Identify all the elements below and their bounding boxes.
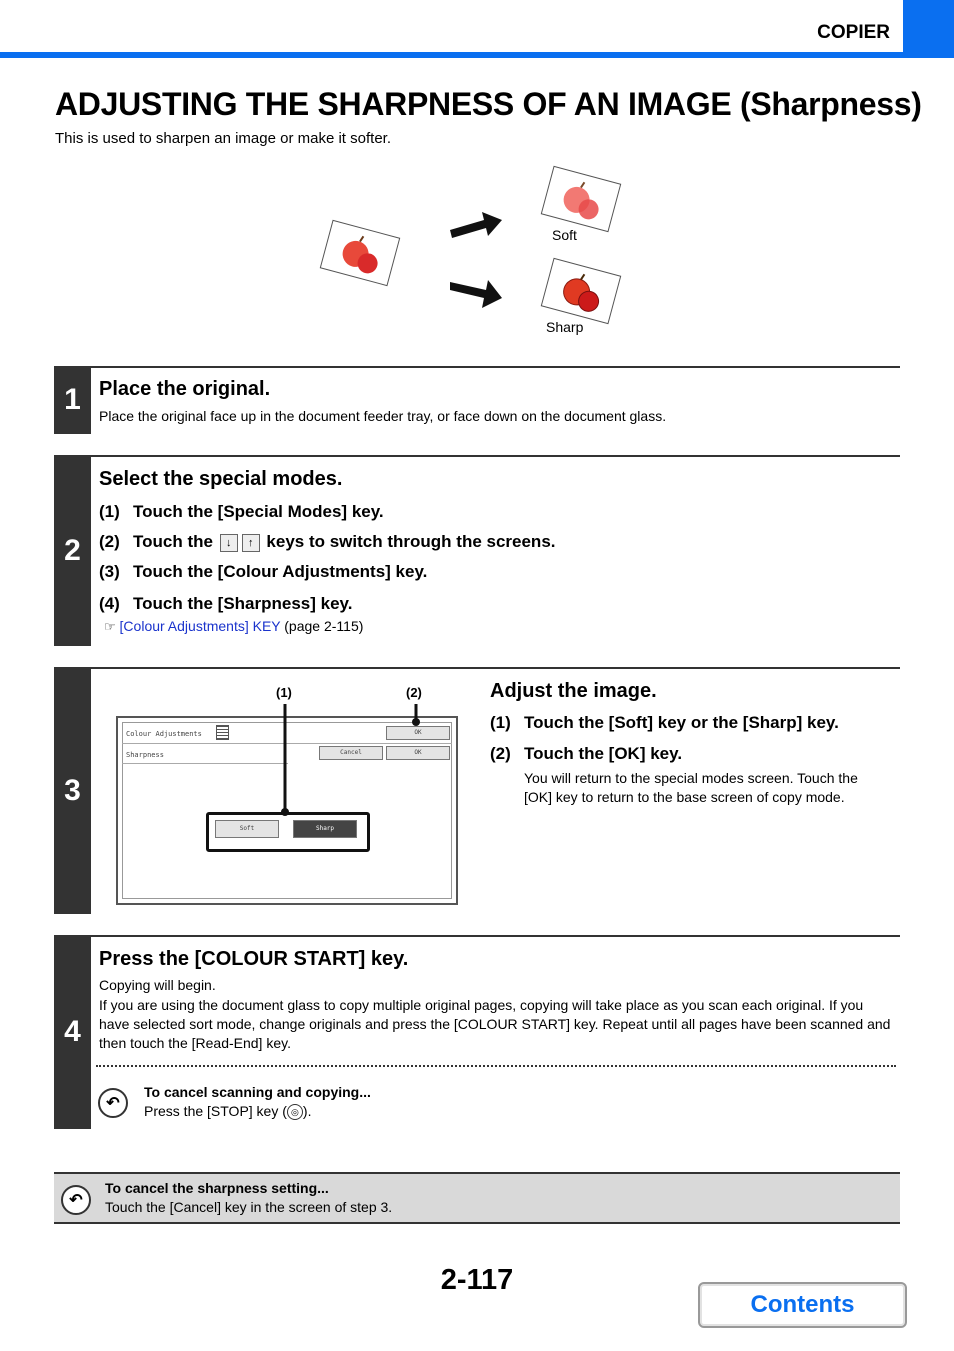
step2-number: 2	[54, 455, 91, 646]
step2-item-4: (4) Touch the [Sharpness] key.	[99, 594, 353, 613]
dotted-separator	[96, 1065, 896, 1067]
step2-item-3: (3) Touch the [Colour Adjustments] key.	[99, 562, 428, 581]
screen-cancel-button[interactable]: Cancel	[319, 746, 383, 760]
step4-number: 4	[54, 935, 91, 1129]
callout-1: (1)	[276, 685, 292, 700]
screen-row-sharpness: Sharpness	[126, 751, 164, 759]
apple-icon	[321, 221, 399, 285]
original-photo	[320, 220, 401, 286]
screen-ok-button-top[interactable]: OK	[386, 726, 450, 740]
arrow-down-right-icon	[448, 276, 504, 312]
contents-button[interactable]: Contents	[698, 1282, 907, 1328]
step2-item-1: (1) Touch the [Special Modes] key.	[99, 502, 384, 521]
return-note-icon: ↶	[61, 1185, 91, 1215]
step4-title: Press the [COLOUR START] key.	[99, 948, 409, 970]
header-rule	[0, 52, 954, 58]
page-number: 2-117	[440, 1264, 514, 1296]
step4-line2: If you are using the document glass to copy multiple original pages, copying will take place as you scan each original. If you have selected sort mode, change originals and press the [COLOUR START] key. Repeat until all pages have been scanned and then touch the [Read-End] key.	[99, 997, 891, 1051]
step2-reference: ☞ [Colour Adjustments] KEY (page 2-115)	[104, 618, 364, 634]
stop-key-icon: ◎	[287, 1104, 303, 1120]
step3-item-1: (1) Touch the [Soft] key or the [Sharp] key.	[490, 713, 839, 732]
step3-title: Adjust the image.	[490, 680, 657, 702]
soft-key[interactable]: Soft	[215, 820, 279, 838]
return-note-icon: ↶	[98, 1088, 128, 1118]
step3-note: You will return to the special modes screen. Touch the [OK] key to return to the base screen of copy mode.	[524, 770, 858, 805]
step2-item-2: (2) Touch the ↓ ↑ keys to switch through the screens.	[99, 532, 556, 551]
step3-number: 3	[54, 667, 91, 914]
pointing-hand-icon: ☞	[104, 619, 116, 634]
step2-rule	[54, 455, 900, 457]
sharp-photo	[541, 258, 622, 324]
step1-rule	[54, 366, 900, 368]
soft-photo	[541, 166, 622, 232]
cancel-sharpness-title: To cancel the sharpness setting...	[105, 1180, 329, 1196]
soft-label: Soft	[552, 227, 577, 243]
sharp-label: Sharp	[546, 319, 584, 335]
screen-divider	[122, 763, 288, 764]
step2-title: Select the special modes.	[99, 468, 343, 490]
colour-adjust-icon	[216, 725, 229, 740]
cancel-sharpness-text: Touch the [Cancel] key in the screen of step 3.	[105, 1199, 393, 1215]
cancel-scanning-text: Press the [STOP] key ( ◎ ).	[144, 1103, 312, 1119]
cancel-scanning-title: To cancel scanning and copying...	[144, 1084, 371, 1100]
sharp-key[interactable]: Sharp	[293, 820, 357, 838]
apple-icon	[542, 259, 620, 323]
step4-line1: Copying will begin.	[99, 977, 216, 993]
page-title: ADJUSTING THE SHARPNESS OF AN IMAGE (Sharpness)	[55, 86, 922, 122]
scroll-up-key-icon: ↑	[242, 534, 260, 552]
scroll-down-key-icon: ↓	[220, 534, 238, 552]
step4-rule	[54, 935, 900, 937]
step1-text: Place the original face up in the document feeder tray, or face down on the document glass.	[99, 408, 667, 424]
callout-2: (2)	[406, 685, 422, 700]
screen-ok-button[interactable]: OK	[386, 746, 450, 760]
section-label: COPIER	[817, 22, 890, 43]
step1-number: 1	[54, 366, 91, 434]
step3-item-2: (2) Touch the [OK] key.	[490, 744, 683, 763]
apple-icon	[542, 167, 620, 231]
arrow-up-right-icon	[448, 208, 504, 242]
colour-adjustments-link[interactable]: [Colour Adjustments] KEY	[119, 618, 281, 634]
header-tab	[903, 0, 954, 58]
screen-row-colour-adjustments: Colour Adjustments	[126, 730, 202, 738]
step1-title: Place the original.	[99, 378, 271, 400]
step3-rule	[54, 667, 900, 669]
intro-text: This is used to sharpen an image or make it softer.	[55, 130, 391, 147]
callout-leader-lines	[270, 700, 430, 820]
